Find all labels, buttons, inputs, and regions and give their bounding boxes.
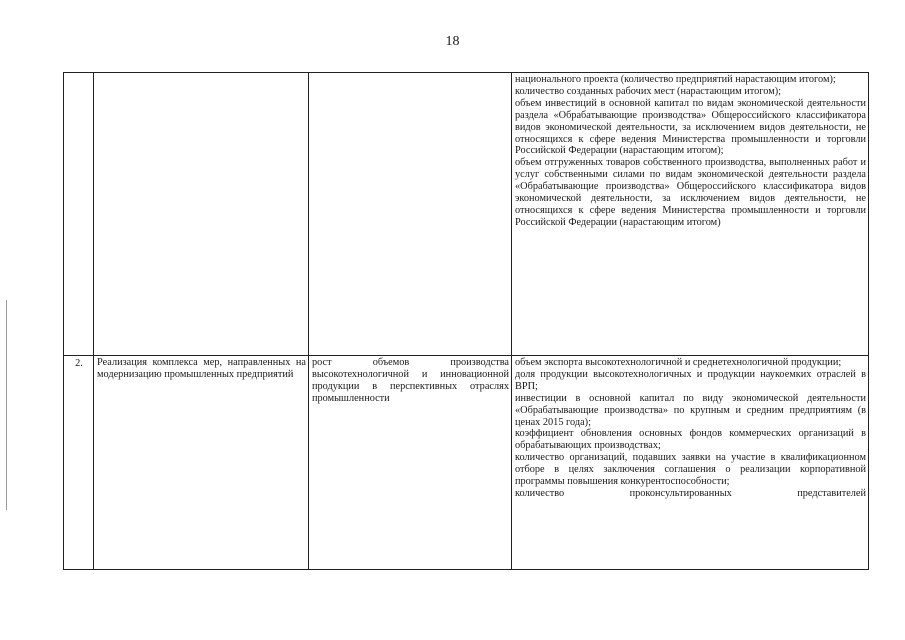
indicator-item: доля продукции высокотехнологичных и продукции наукоемких отраслей в ВРП; bbox=[515, 368, 866, 392]
indicator-item: национального проекта (количество предприятий нарастающим итогом); bbox=[515, 74, 836, 85]
indicator-item: количество организаций, подавших заявки на участие в квалификационном отборе в целях заключения соглашения о реализации корпоративной программы повышения конкурентоспособности; bbox=[515, 452, 866, 488]
row-number-cell bbox=[64, 73, 94, 356]
measures-table bbox=[63, 72, 869, 570]
row-number-cell: 2. bbox=[64, 356, 94, 570]
result-cell bbox=[309, 73, 512, 356]
page-number: 18 bbox=[445, 34, 460, 49]
indicator-item: объем отгруженных товаров собственного производства, выполненных работ и услуг собственными силами по видам экономической деятельности раздела «Обрабатывающие производства» Общероссийского классификатора видов экономической деятельности, за исключением видов деятельности, не относящихся к сфере ведения Министерства промышленности и торговли Российской Федерации (нарастающим итогом) bbox=[515, 157, 866, 228]
table-row bbox=[64, 73, 869, 356]
indicator-item: инвестиции в основной капитал по виду экономической деятельности «Обрабатывающие производства» по крупным и средним предприятиям (в ценах 2015 года); bbox=[515, 392, 866, 428]
indicators-cell bbox=[512, 356, 869, 570]
indicator-item: количество созданных рабочих мест (нарастающим итогом); bbox=[515, 85, 782, 97]
indicators-cell bbox=[512, 73, 869, 356]
indicator-item: коэффициент обновления основных фондов коммерческих организаций в обрабатывающих производствах; bbox=[515, 428, 866, 452]
indicator-item: объем экспорта высокотехнологичной и среднетехнологичной продукции; bbox=[515, 357, 842, 368]
table-row bbox=[64, 356, 869, 570]
activity-cell: Реализация комплекса мер, направленных на модернизацию промышленных предприятий bbox=[94, 356, 309, 570]
indicator-item: количество проконсультированных представителей bbox=[515, 487, 866, 499]
result-cell: рост объемов производства высокотехнологичной и инновационной продукции в перспективных отраслях промышленности bbox=[309, 356, 512, 570]
scan-edge-line bbox=[6, 300, 7, 510]
activity-cell bbox=[94, 73, 309, 356]
indicator-item: объем инвестиций в основной капитал по видам экономической деятельности раздела «Обрабатывающие производства» Общероссийского классификатора видов экономической деятельности, за исключением видов деятельности, не относящихся к сфере ведения Министерства промышленности и торговли Российской Федерации (нарастающим итогом); bbox=[515, 97, 866, 157]
